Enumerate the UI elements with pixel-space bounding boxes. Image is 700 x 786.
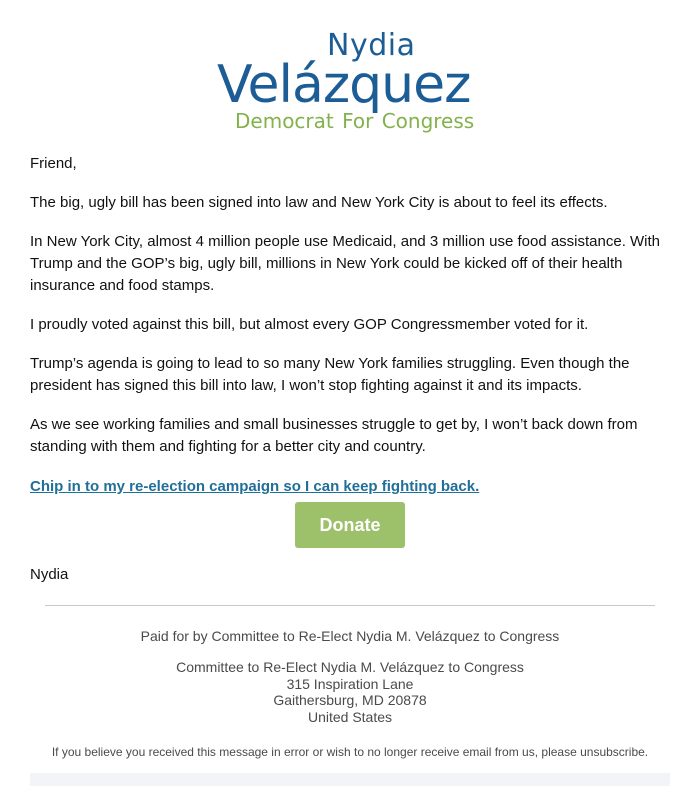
footer-divider — [45, 605, 655, 606]
logo-first-name: Nydia — [327, 28, 416, 63]
donate-button[interactable]: Donate — [295, 502, 405, 548]
paragraph-5: As we see working families and small businesses struggle to get by, I won’t back down from standing with them and fighting for a better city and country. — [30, 416, 638, 455]
greeting: Friend, — [30, 155, 77, 172]
address-org: Committee to Re-Elect Nydia M. Velázquez to Congress — [176, 659, 524, 675]
logo-last-name: Velázquez — [217, 55, 471, 115]
paid-for-disclaimer: Paid for by Committee to Re-Elect Nydia M. Velázquez to Congress — [140, 628, 560, 644]
paragraph-1: The big, ugly bill has been signed into law and New York City is about to feel its effects. — [30, 194, 608, 211]
address-street: 315 Inspiration Lane — [286, 676, 414, 692]
logo-tagline: Democrat For Congress — [235, 109, 475, 133]
address-city: Gaithersburg, MD 20878 — [273, 692, 427, 708]
paragraph-3: I proudly voted against this bill, but almost every GOP Congressmember voted for it. — [30, 316, 589, 333]
paragraph-4: Trump’s agenda is going to lead to so many New York families struggling. Even though the president has signed this bill into law, I won’t stop fighting against it and its impacts. — [30, 355, 630, 394]
chip-in-link[interactable]: Chip in to my re-election campaign so I can keep fighting back. — [30, 478, 480, 495]
unsubscribe-notice[interactable]: If you believe you received this message in error or wish to no longer receive email from us, please unsubscribe. — [51, 745, 649, 759]
signature: Nydia — [30, 566, 69, 583]
paragraph-2: In New York City, almost 4 million people use Medicaid, and 3 million use food assistance. With Trump and the GOP’s big, ugly bill, millions in New York could be kicked off of their health insurance and food stamps. — [30, 233, 661, 294]
campaign-logo — [0, 28, 700, 138]
bottom-bar — [30, 773, 670, 786]
address-country: United States — [307, 709, 393, 725]
